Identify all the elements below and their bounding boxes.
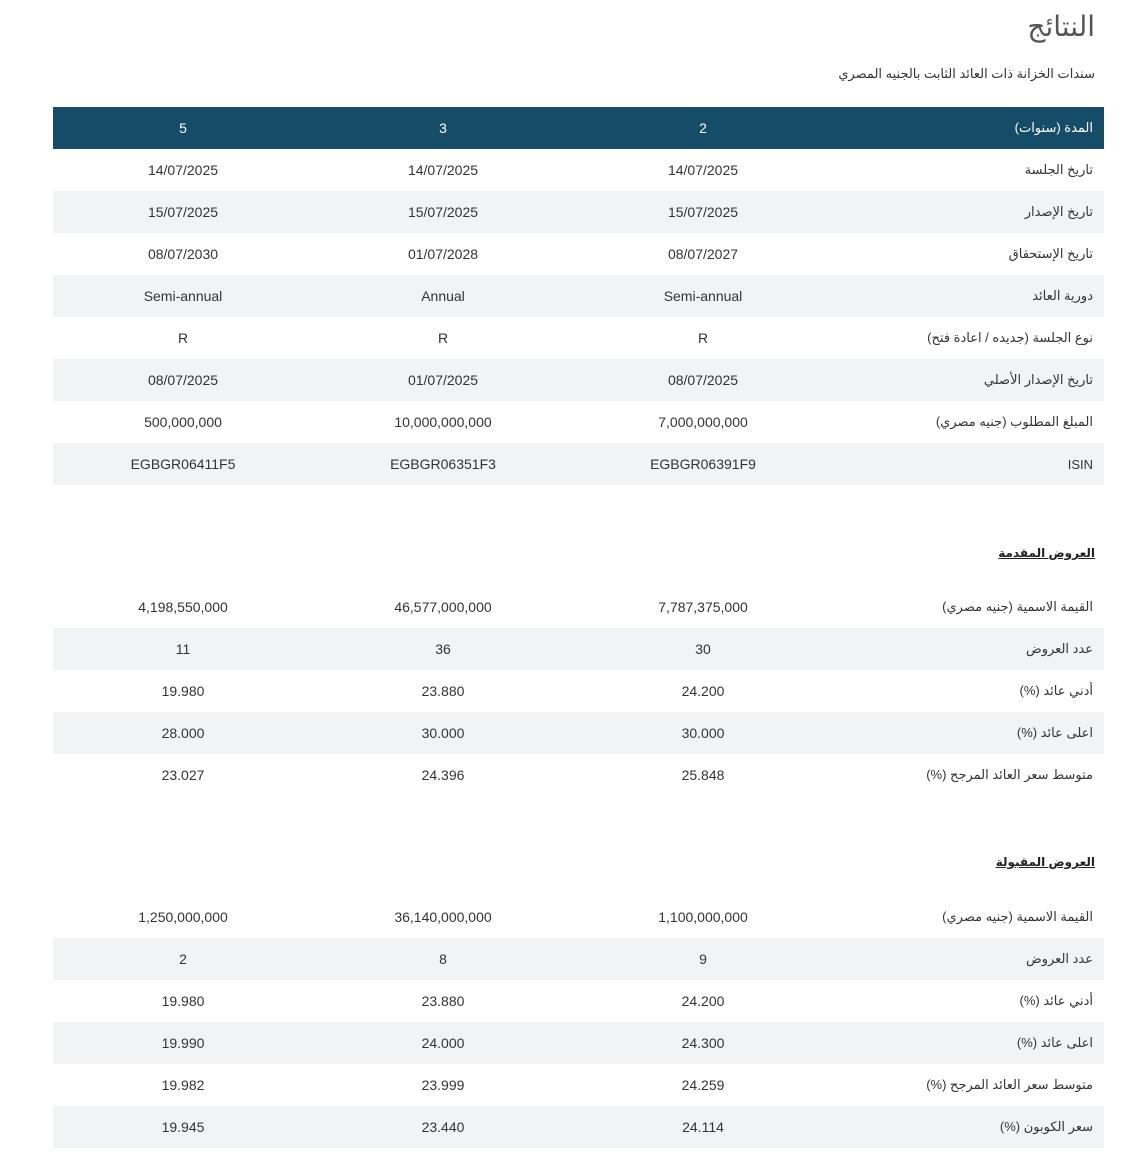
- table-cell-value: 25.848: [681, 767, 725, 783]
- table-cell-label: متوسط سعر العائد المرجح (%): [926, 1077, 1093, 1092]
- table-cell-value: 7,787,375,000: [658, 599, 748, 615]
- table-cell-value: R: [697, 330, 709, 346]
- table-cell-label: القيمة الاسمية (جنيه مصري): [942, 909, 1093, 924]
- table-cell-value: 36: [313, 628, 573, 670]
- accepted-bids-table: [53, 896, 1104, 1148]
- table-row: [53, 670, 1104, 712]
- table-cell-value: 1,250,000,000: [138, 909, 228, 925]
- table-cell-value: 8: [313, 938, 573, 980]
- table-cell-value: 28.000: [53, 712, 313, 754]
- table-cell-value: 23.880: [421, 683, 465, 699]
- table-row: [53, 317, 1104, 359]
- table-cell-value: 24.114: [573, 1106, 833, 1148]
- table-cell-value: 01/07/2025: [313, 359, 573, 401]
- header-col-2: 2: [573, 107, 833, 149]
- table-cell-label: ISIN: [833, 443, 1104, 485]
- accepted-bids-body: [53, 896, 1104, 1148]
- table-cell-value: 36,140,000,000: [394, 909, 492, 925]
- table-cell-value: 01/07/2028: [407, 246, 479, 262]
- table-cell-label: اعلى عائد (%): [833, 712, 1104, 754]
- table-cell-value: 46,577,000,000: [394, 599, 492, 615]
- table-cell-value: Annual: [313, 275, 573, 317]
- table-cell-value: 15/07/2025: [313, 191, 573, 233]
- table-cell-value: 4,198,550,000: [138, 599, 228, 615]
- table-cell-value: 24.300: [573, 1022, 833, 1064]
- table-cell-value: 30.000: [313, 712, 573, 754]
- table-cell-value: 08/07/2030: [147, 246, 219, 262]
- table-cell-label: القيمة الاسمية (جنيه مصري): [942, 599, 1093, 614]
- table-cell-value: 23.027: [161, 767, 205, 783]
- table-cell-label: نوع الجلسة (جديده / اعادة فتح): [927, 330, 1093, 345]
- table-cell-value: 30.000: [573, 712, 833, 754]
- table-row: [53, 980, 1104, 1022]
- table-cell-value: 19.980: [161, 993, 205, 1009]
- table-cell-value: EGBGR06351F3: [313, 443, 573, 485]
- table-cell-label: أدني عائد (%): [1019, 683, 1093, 698]
- accepted-bids-heading: العروض المقبولة: [995, 855, 1095, 869]
- table-cell-value: 19.980: [161, 683, 205, 699]
- table-cell-value: 500,000,000: [144, 414, 222, 430]
- offered-bids-heading: العروض المقدمة: [998, 546, 1095, 560]
- table-cell-value: 23.999: [421, 1077, 465, 1093]
- table-cell-value: 23.880: [421, 993, 465, 1009]
- table-row: [53, 1022, 1104, 1064]
- table-row: [53, 275, 1104, 317]
- table-cell-value: 24.200: [681, 993, 725, 1009]
- table-cell-value: 14/07/2025: [667, 162, 739, 178]
- table-row: [53, 233, 1104, 275]
- table-cell-value: R: [437, 330, 449, 346]
- table-cell-value: 19.990: [53, 1022, 313, 1064]
- table-cell-value: 24.200: [681, 683, 725, 699]
- table-cell-label: المبلغ المطلوب (جنيه مصري): [935, 414, 1093, 429]
- table-cell-label: تاريخ الإصدار: [833, 191, 1104, 233]
- table-cell-label: متوسط سعر العائد المرجح (%): [926, 767, 1093, 782]
- table-row: [53, 586, 1104, 628]
- table-cell-value: 08/07/2025: [53, 359, 313, 401]
- table-cell-value: Semi-annual: [573, 275, 833, 317]
- table-cell-value: EGBGR06411F5: [53, 443, 313, 485]
- table-cell-value: 24.259: [681, 1077, 725, 1093]
- bond-details-table: [53, 107, 1104, 485]
- offered-bids-table: [53, 586, 1104, 796]
- table-cell-value: 19.982: [161, 1077, 205, 1093]
- table-cell-value: 24.000: [313, 1022, 573, 1064]
- table-cell-label: سعر الكوبون (%): [833, 1106, 1104, 1148]
- table-cell-label: تاريخ الجلسة: [1024, 162, 1093, 177]
- table-cell-value: 15/07/2025: [53, 191, 313, 233]
- table-row: [53, 149, 1104, 191]
- table-row: [53, 359, 1104, 401]
- table-cell-label: عدد العروض: [833, 938, 1104, 980]
- table-row: [53, 712, 1104, 754]
- table-row: [53, 191, 1104, 233]
- bond-details-body: [53, 149, 1104, 485]
- table-cell-value: 1,100,000,000: [658, 909, 748, 925]
- table-row: [53, 443, 1104, 485]
- page-subtitle: سندات الخزانة ذات العائد الثابت بالجنيه المصري: [838, 66, 1095, 81]
- table-cell-value: 10,000,000,000: [394, 414, 492, 430]
- table-row: [53, 754, 1104, 796]
- table-header-row: [53, 107, 1104, 149]
- table-cell-value: 14/07/2025: [407, 162, 479, 178]
- table-cell-value: 19.945: [53, 1106, 313, 1148]
- table-cell-value: 14/07/2025: [147, 162, 219, 178]
- header-label: المدة (سنوات): [833, 107, 1104, 149]
- table-cell-value: EGBGR06391F9: [573, 443, 833, 485]
- table-cell-label: دورية العائد: [833, 275, 1104, 317]
- header-col-5: 5: [53, 107, 313, 149]
- table-row: [53, 896, 1104, 938]
- table-row: [53, 628, 1104, 670]
- table-cell-value: 7,000,000,000: [658, 414, 748, 430]
- table-cell-value: 23.440: [313, 1106, 573, 1148]
- table-cell-value: 30: [573, 628, 833, 670]
- table-cell-label: تاريخ الإصدار الأصلي: [833, 359, 1104, 401]
- table-row: [53, 938, 1104, 980]
- table-row: [53, 401, 1104, 443]
- offered-bids-body: [53, 586, 1104, 796]
- table-cell-value: 2: [53, 938, 313, 980]
- table-row: [53, 1106, 1104, 1148]
- table-cell-value: Semi-annual: [53, 275, 313, 317]
- page-title: النتائج: [1027, 11, 1095, 42]
- table-cell-label: عدد العروض: [833, 628, 1104, 670]
- table-cell-label: اعلى عائد (%): [833, 1022, 1104, 1064]
- table-cell-value: 08/07/2025: [573, 359, 833, 401]
- table-cell-value: 11: [53, 628, 313, 670]
- table-cell-value: 08/07/2027: [667, 246, 739, 262]
- table-row: [53, 1064, 1104, 1106]
- table-cell-value: 15/07/2025: [573, 191, 833, 233]
- header-col-3: 3: [313, 107, 573, 149]
- table-cell-label: أدني عائد (%): [1019, 993, 1093, 1008]
- table-cell-label: تاريخ الإستحقاق: [1008, 246, 1093, 261]
- table-cell-value: 9: [573, 938, 833, 980]
- table-cell-value: R: [177, 330, 189, 346]
- table-cell-value: 24.396: [421, 767, 465, 783]
